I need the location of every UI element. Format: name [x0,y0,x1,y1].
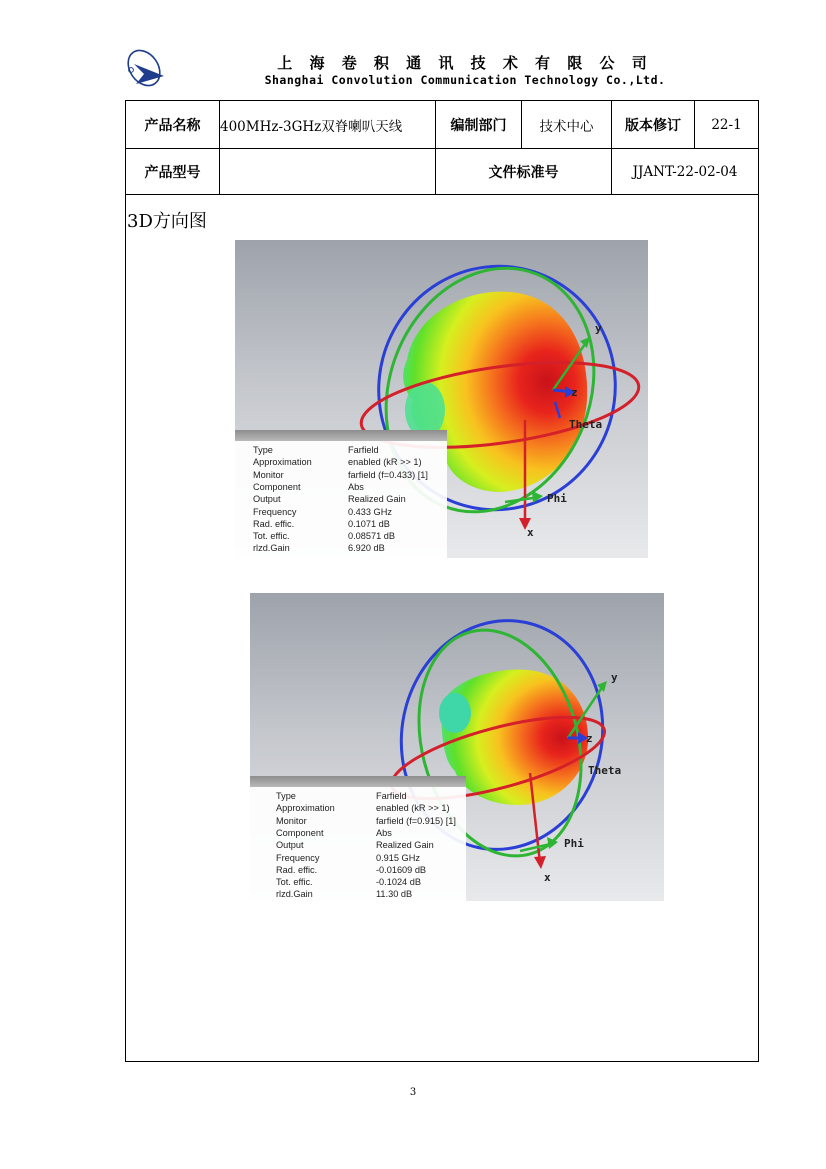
info-value: 0.1071 dB [348,518,390,529]
info-key: Frequency [253,506,297,517]
info-value: 11.30 dB [376,889,413,900]
info-value: Farfield [348,445,379,455]
theta-label: Theta [569,418,603,431]
info-value: enabled (kR >> 1) [376,803,450,814]
phi-label: Phi [547,492,567,505]
info-value: 0.433 GHz [348,506,392,517]
info-key: Output [253,494,281,505]
info-value: enabled (kR >> 1) [348,457,422,468]
product-model-label: 产品型号 [126,149,220,194]
phi-label: Phi [564,837,584,850]
company-name-cn: 上 海 卷 积 通 讯 技 术 有 限 公 司 [277,54,653,72]
info-value: farfield (f=0.915) [1] [376,815,456,826]
x-axis-arrowhead [534,856,546,869]
info-key: Rad. effic. [276,864,318,875]
document-number-value: JJANT-22-02-04 [632,163,738,180]
z-axis-label: z [571,386,578,399]
info-value: -0.01609 dB [376,864,427,875]
info-key: Output [276,840,304,851]
y-axis-arrowhead [597,681,607,692]
product-model-value [220,149,436,194]
info-value: Abs [348,481,364,492]
info-panel [235,441,447,558]
info-key: Tot. effic. [276,877,313,888]
y-axis-label: y [611,671,618,684]
revision-label: 版本修订 [612,101,695,148]
y-axis-arrowhead [580,337,590,348]
info-value: Abs [376,827,392,838]
info-key: rlzd.Gain [276,889,313,900]
info-key: Type [276,791,296,801]
info-value: Farfield [376,791,407,801]
theta-label: Theta [588,764,622,777]
info-value: 6.920 dB [348,543,385,554]
x-axis-label: x [544,871,551,884]
info-key: Component [253,481,301,492]
product-name-value: 400MHz-3GHz双脊喇叭天线 [220,101,436,148]
info-key: Type [253,445,273,455]
product-name-label: 产品名称 [126,101,220,148]
y-axis-label: y [595,322,602,335]
info-value: farfield (f=0.433) [1] [348,469,428,480]
info-table-row-2 [126,149,758,195]
info-key: Monitor [276,815,307,826]
z-axis-label: z [586,732,593,745]
info-key: Component [276,827,324,838]
document-number-label: 文件标准号 [436,149,612,194]
info-key: Monitor [253,469,284,480]
document-header [120,40,760,98]
info-key: Tot. effic. [253,531,290,542]
department-value: 技术中心 [522,101,612,148]
company-name-en: Shanghai Convolution Communication Technology Co.,Ltd. [264,73,666,87]
page-number: 3 [409,1087,417,1098]
info-panel-bar [250,776,466,787]
x-axis-label: x [527,526,534,539]
info-value: 0.915 GHz [376,852,420,863]
section-title: 3D方向图 [127,211,207,232]
info-panel-bar [235,430,447,441]
info-key: Approximation [276,803,335,814]
info-table-row-1 [126,101,758,149]
info-panel [250,787,466,901]
farfield-plot-2 [250,593,664,901]
pattern-bulge [439,693,471,733]
info-value: Realized Gain [376,840,434,851]
info-key: rlzd.Gain [253,543,290,554]
revision-value: 22-1 [711,116,742,133]
info-value: 0.08571 dB [348,531,396,542]
farfield-plot-1 [235,240,648,558]
info-key: Rad. effic. [253,518,295,529]
info-value: -0.1024 dB [376,877,421,888]
info-key: Frequency [276,852,320,863]
department-label: 编制部门 [436,101,522,148]
info-key: Approximation [253,457,312,468]
company-logo-icon [124,46,168,90]
info-value: Realized Gain [348,494,406,505]
